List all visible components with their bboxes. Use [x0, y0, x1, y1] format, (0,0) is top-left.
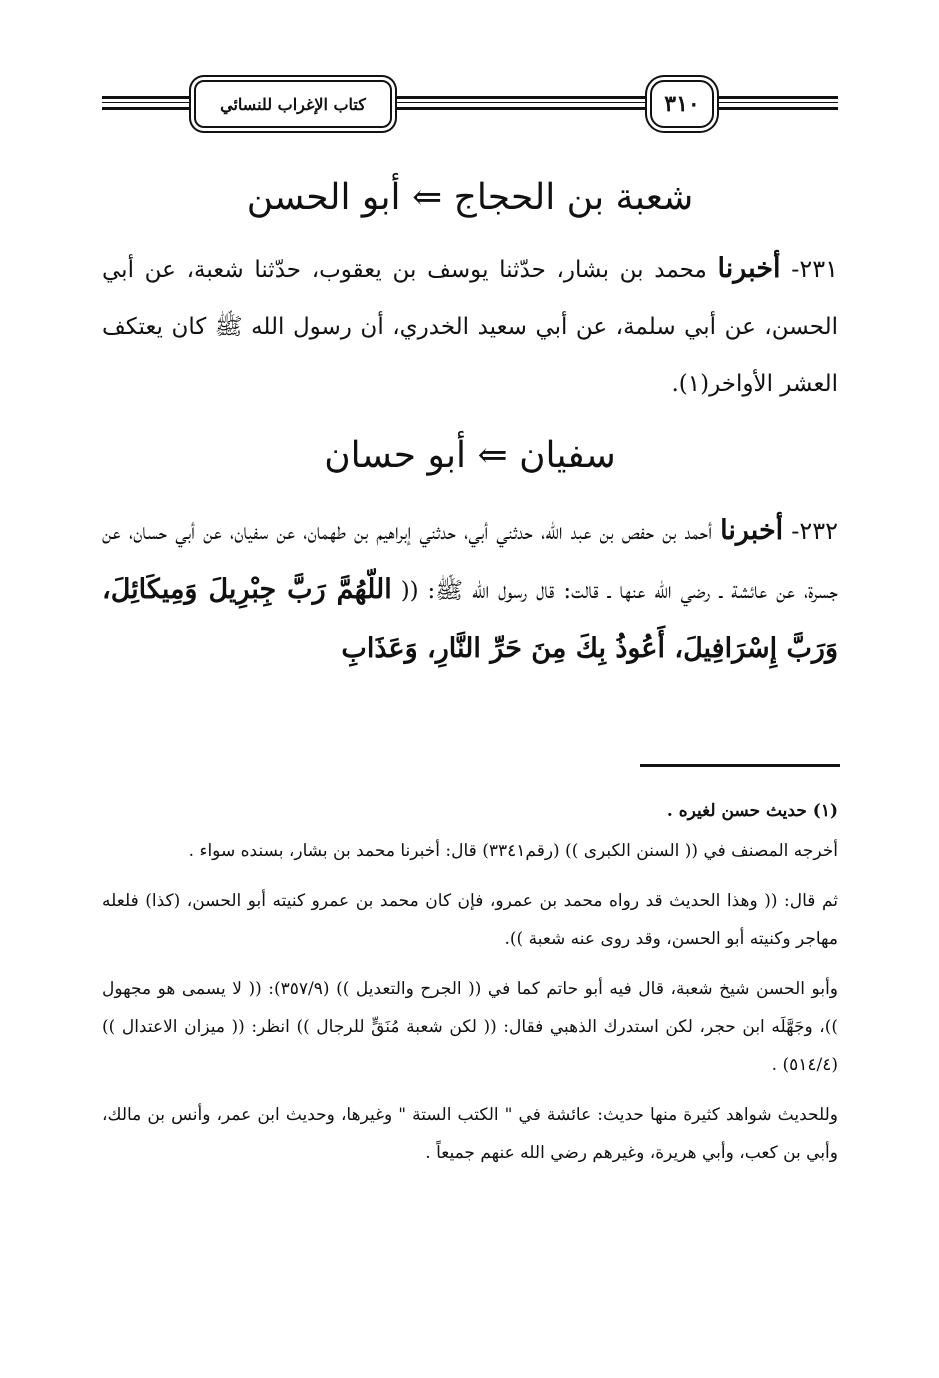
entry-text: محمد بن بشار، حدّثنا يوسف بن يعقوب، حدّثنا شعبة، عن أبي الحسن، عن أبي سلمة، عن أبي سعيد الخدري، أن رسول الله ﷺ كان يعتكف العشر الأواخر(١). — [102, 257, 838, 397]
footnote-paragraph: وللحديث شواهد كثيرة منها حديث: عائشة في " الكتب الستة " وغيرها، وحديث ابن عمر، وأنس بن مالك، وأبي بن كعب، وأبي هريرة، وغيرهم رضي الله عنهم جميعاً . — [102, 1105, 838, 1163]
entry-text: أحمد بن حفص بن عبد الله، حدثني أبي، حدثني إبراهيم بن طهمان، عن سفيان، عن أبي حسان، عن جسرة، عن عائشة ـ رضي الله عنها ـ قالت: قال رسول الله ﷺ: (( — [102, 519, 839, 604]
header-rule-right — [708, 96, 838, 110]
page-number: ٣١٠ — [650, 80, 714, 128]
header-rule-middle — [386, 96, 652, 110]
footnotes — [102, 792, 838, 1184]
footnote-paragraph: ثم قال: (( وهذا الحديث قد رواه محمد بن عمرو، فإن كان محمد بن عمرو كنيته أبو الحسن، (كذا) فلعله مهاجر وكنيته أبو الحسن، وقد روى عنه شعبة )). — [102, 891, 838, 949]
footnote-paragraph: وأبو الحسن شيخ شعبة، قال فيه أبو حاتم كما في (( الجرح والتعديل )) (٣٥٧/٩): (( لا يسمى هو مجهول ))، وجَهَّلَه ابن حجر، لكن استدرك الذهبي فقال: (( لكن شعبة مُنَقٍّ للرجال )) انظر: (( ميزان الاعتدال )) (٥١٤/٤) . — [102, 979, 839, 1075]
footnote-paragraph: أخرجه المصنف في (( السنن الكبرى )) (رقم٣٣٤١) قال: أخبرنا محمد بن بشار، بسنده سواء . — [188, 841, 838, 861]
header-rule-left — [102, 96, 197, 110]
running-title: كتاب الإغراب للنسائي — [194, 80, 392, 128]
section-heading-1: شعبة بن الحجاج ⇐ أبو الحسن — [246, 177, 694, 218]
prophetic-supplication: اللّهُمَّ رَبَّ جِبْرِيلَ وَمِيكَائِلَ، وَرَبَّ إِسْرَافِيلَ، أَعُوذُ بِكَ مِنَ حَرِّ النَّارِ، وَعَذَابِ — [102, 574, 838, 664]
entry-lead-word: أخبرنا — [720, 515, 784, 546]
entry-lead-word: أخبرنا — [717, 253, 781, 284]
hadith-entry-231 — [102, 240, 838, 413]
section-heading-2: سفيان ⇐ أبو حسان — [324, 435, 616, 476]
footnote-separator — [640, 764, 840, 767]
entry-number: ٢٣١- — [791, 255, 838, 283]
entry-number: ٢٣٢- — [791, 517, 839, 545]
hadith-entry-232 — [102, 502, 838, 679]
footnote-heading: (١) حديث حسن لغيره . — [666, 801, 838, 821]
